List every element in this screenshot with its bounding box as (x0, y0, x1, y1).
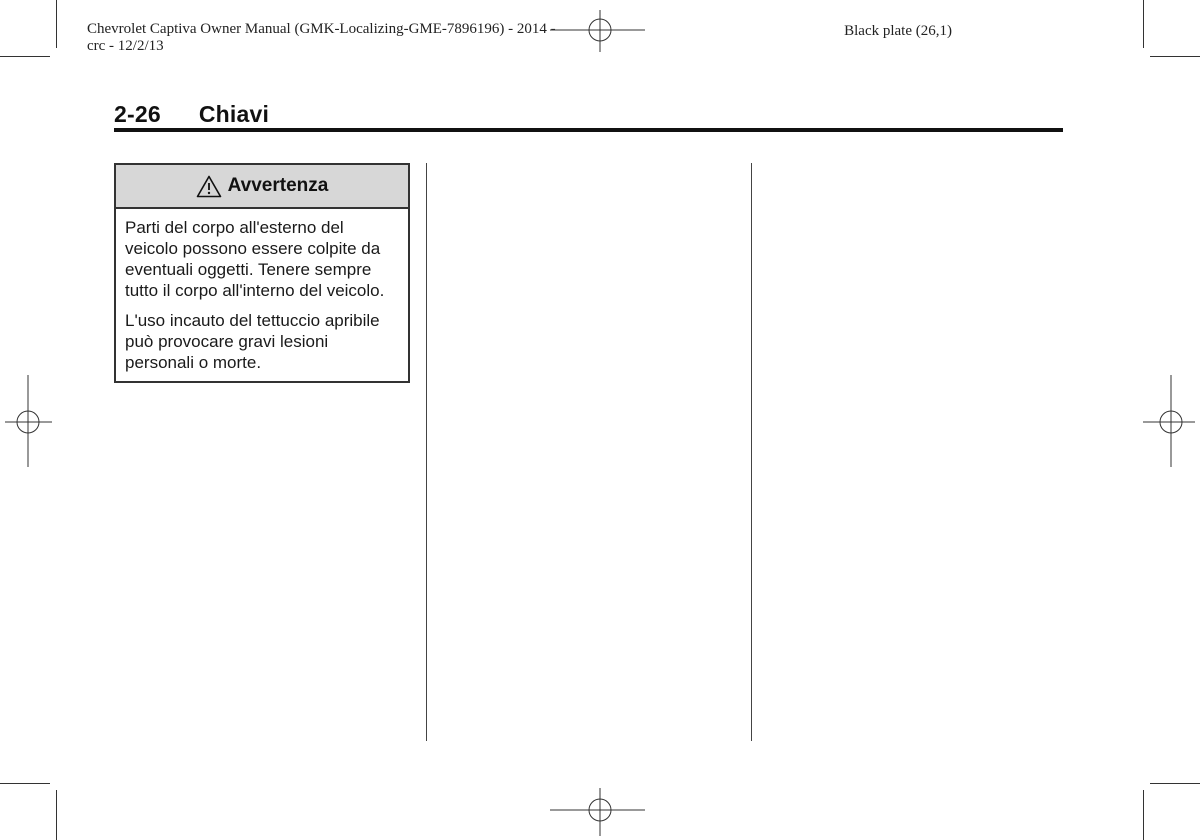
column-separator (426, 163, 427, 741)
crop-mark (1150, 783, 1200, 784)
column-separator (751, 163, 752, 741)
warning-title: Avvertenza (227, 175, 329, 196)
crop-mark (1143, 0, 1144, 48)
page-heading (114, 101, 269, 128)
warning-box (114, 163, 410, 383)
print-header-line2: crc - 12/2/13 (87, 38, 164, 54)
registration-mark-icon (550, 0, 650, 60)
warning-paragraph: Parti del corpo all'esterno del veicolo possono essere colpite da eventuali oggetti. Tenere sempre tutto il corpo all'interno del veicolo. (125, 218, 385, 300)
crop-mark (0, 56, 50, 57)
crop-mark (56, 0, 57, 48)
print-header (87, 21, 556, 55)
warning-body (116, 209, 408, 381)
crop-mark (1150, 56, 1200, 57)
warning-paragraph: L'uso incauto del tettuccio apribile può provocare gravi lesioni personali o morte. (125, 311, 380, 372)
print-header-line1: Chevrolet Captiva Owner Manual (GMK-Localizing-GME-7896196) - 2014 - (87, 21, 556, 37)
registration-mark-icon (0, 375, 60, 470)
warning-header (116, 165, 408, 209)
crop-mark (56, 790, 57, 840)
page-number: 2-26 (114, 101, 161, 127)
section-title: Chiavi (198, 101, 270, 127)
crop-mark (0, 783, 50, 784)
plate-label: Black plate (26,1) (844, 23, 952, 39)
registration-mark-icon (550, 780, 650, 840)
heading-rule (114, 128, 1063, 132)
crop-mark (1143, 790, 1144, 840)
warning-triangle-icon (196, 175, 222, 198)
registration-mark-icon (1140, 375, 1200, 470)
